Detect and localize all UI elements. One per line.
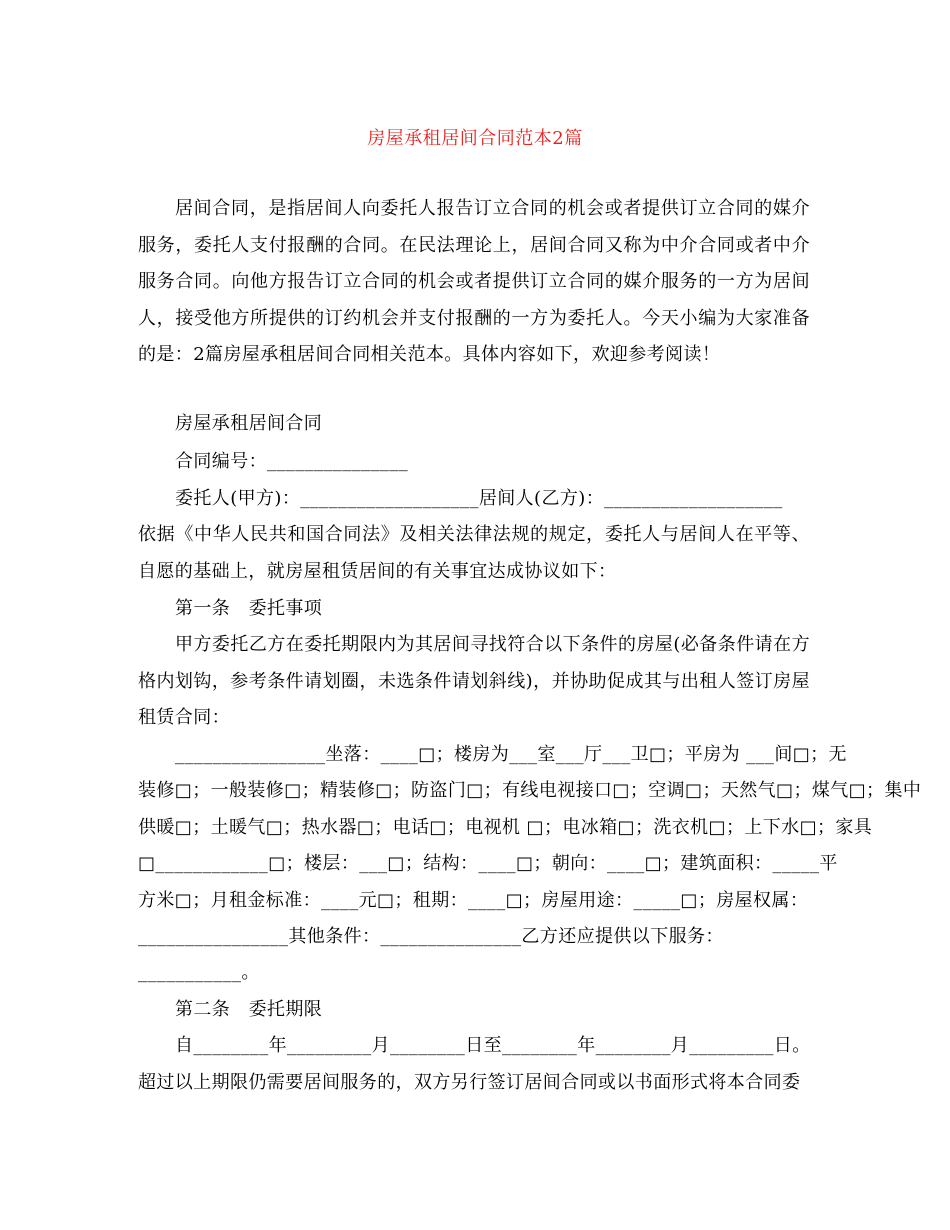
contract-number: 合同编号：_______________: [175, 451, 408, 472]
article-1-text: 甲方委托乙方在委托期限内为其居间寻找符合以下条件的房屋(必备条件请在方格内划钩，参考条件请划圈，未选条件请划斜线)，并协助促成其与出租人签订房屋租赁合同：: [138, 634, 810, 728]
conditions-line-3: 供暖□；土暖气□；热水器□；电话□；电视机 □；电冰箱□；洗衣机□；上下水□；家具: [138, 817, 873, 838]
basis-paragraph: 依据《中华人民共和国合同法》及相关法律法规的规定，委托人与居间人在平等、自愿的基础上，就房屋租赁居间的有关事宜达成协议如下：: [138, 524, 810, 582]
contract-heading: 房屋承租居间合同: [175, 413, 323, 434]
article-1-title: 第一条 委托事项: [175, 598, 323, 619]
conditions-line-7: ___________。: [138, 962, 260, 983]
conditions-line-4: □____________□；楼层：___□；结构：____□；朝向：____□；建筑面积：_____平: [138, 853, 838, 874]
intro-paragraph: 居间合同，是指居间人向委托人报告订立合同的机会或者提供订立合同的媒介服务，委托人支付报酬的合同。在民法理论上，居间合同又称为中介合同或者中介服务合同。向他方报告订立合同的机会或者提供订立合同的媒介服务的一方为居间人，接受他方所提供的订约机会并支付报酬的一方为委托人。今天小编为大家准备的是：2篇房屋承租居间合同相关范本。具体内容如下，欢迎参考阅读！: [138, 198, 810, 365]
article-2-title: 第二条 委托期限: [175, 999, 323, 1020]
conditions-line-6: ________________其他条件：_______________乙方还应提供以下服务：: [138, 926, 724, 947]
conditions-line-2: 装修□；一般装修□；精装修□；防盗门□；有线电视接口□；空调□；天然气□；煤气□；集中: [138, 780, 922, 801]
conditions-line-1: ________________坐落：____□；楼房为___室___厅___卫□；平房为 ___间□；无: [175, 744, 847, 765]
parties-line: 委托人(甲方)：___________________居间人(乙方)：___________________: [175, 488, 783, 509]
period-line-1: 自________年_________月________日至________年________月_________日。: [175, 1035, 811, 1056]
period-line-2: 超过以上期限仍需要居间服务的，双方另行签订居间合同或以书面形式将本合同委: [138, 1072, 801, 1093]
document-title: 房屋承租居间合同范本2篇: [367, 128, 583, 149]
conditions-line-5: 方米□；月租金标准：____元□；租期：____□；房屋用途：_____□；房屋权属：: [138, 890, 809, 911]
